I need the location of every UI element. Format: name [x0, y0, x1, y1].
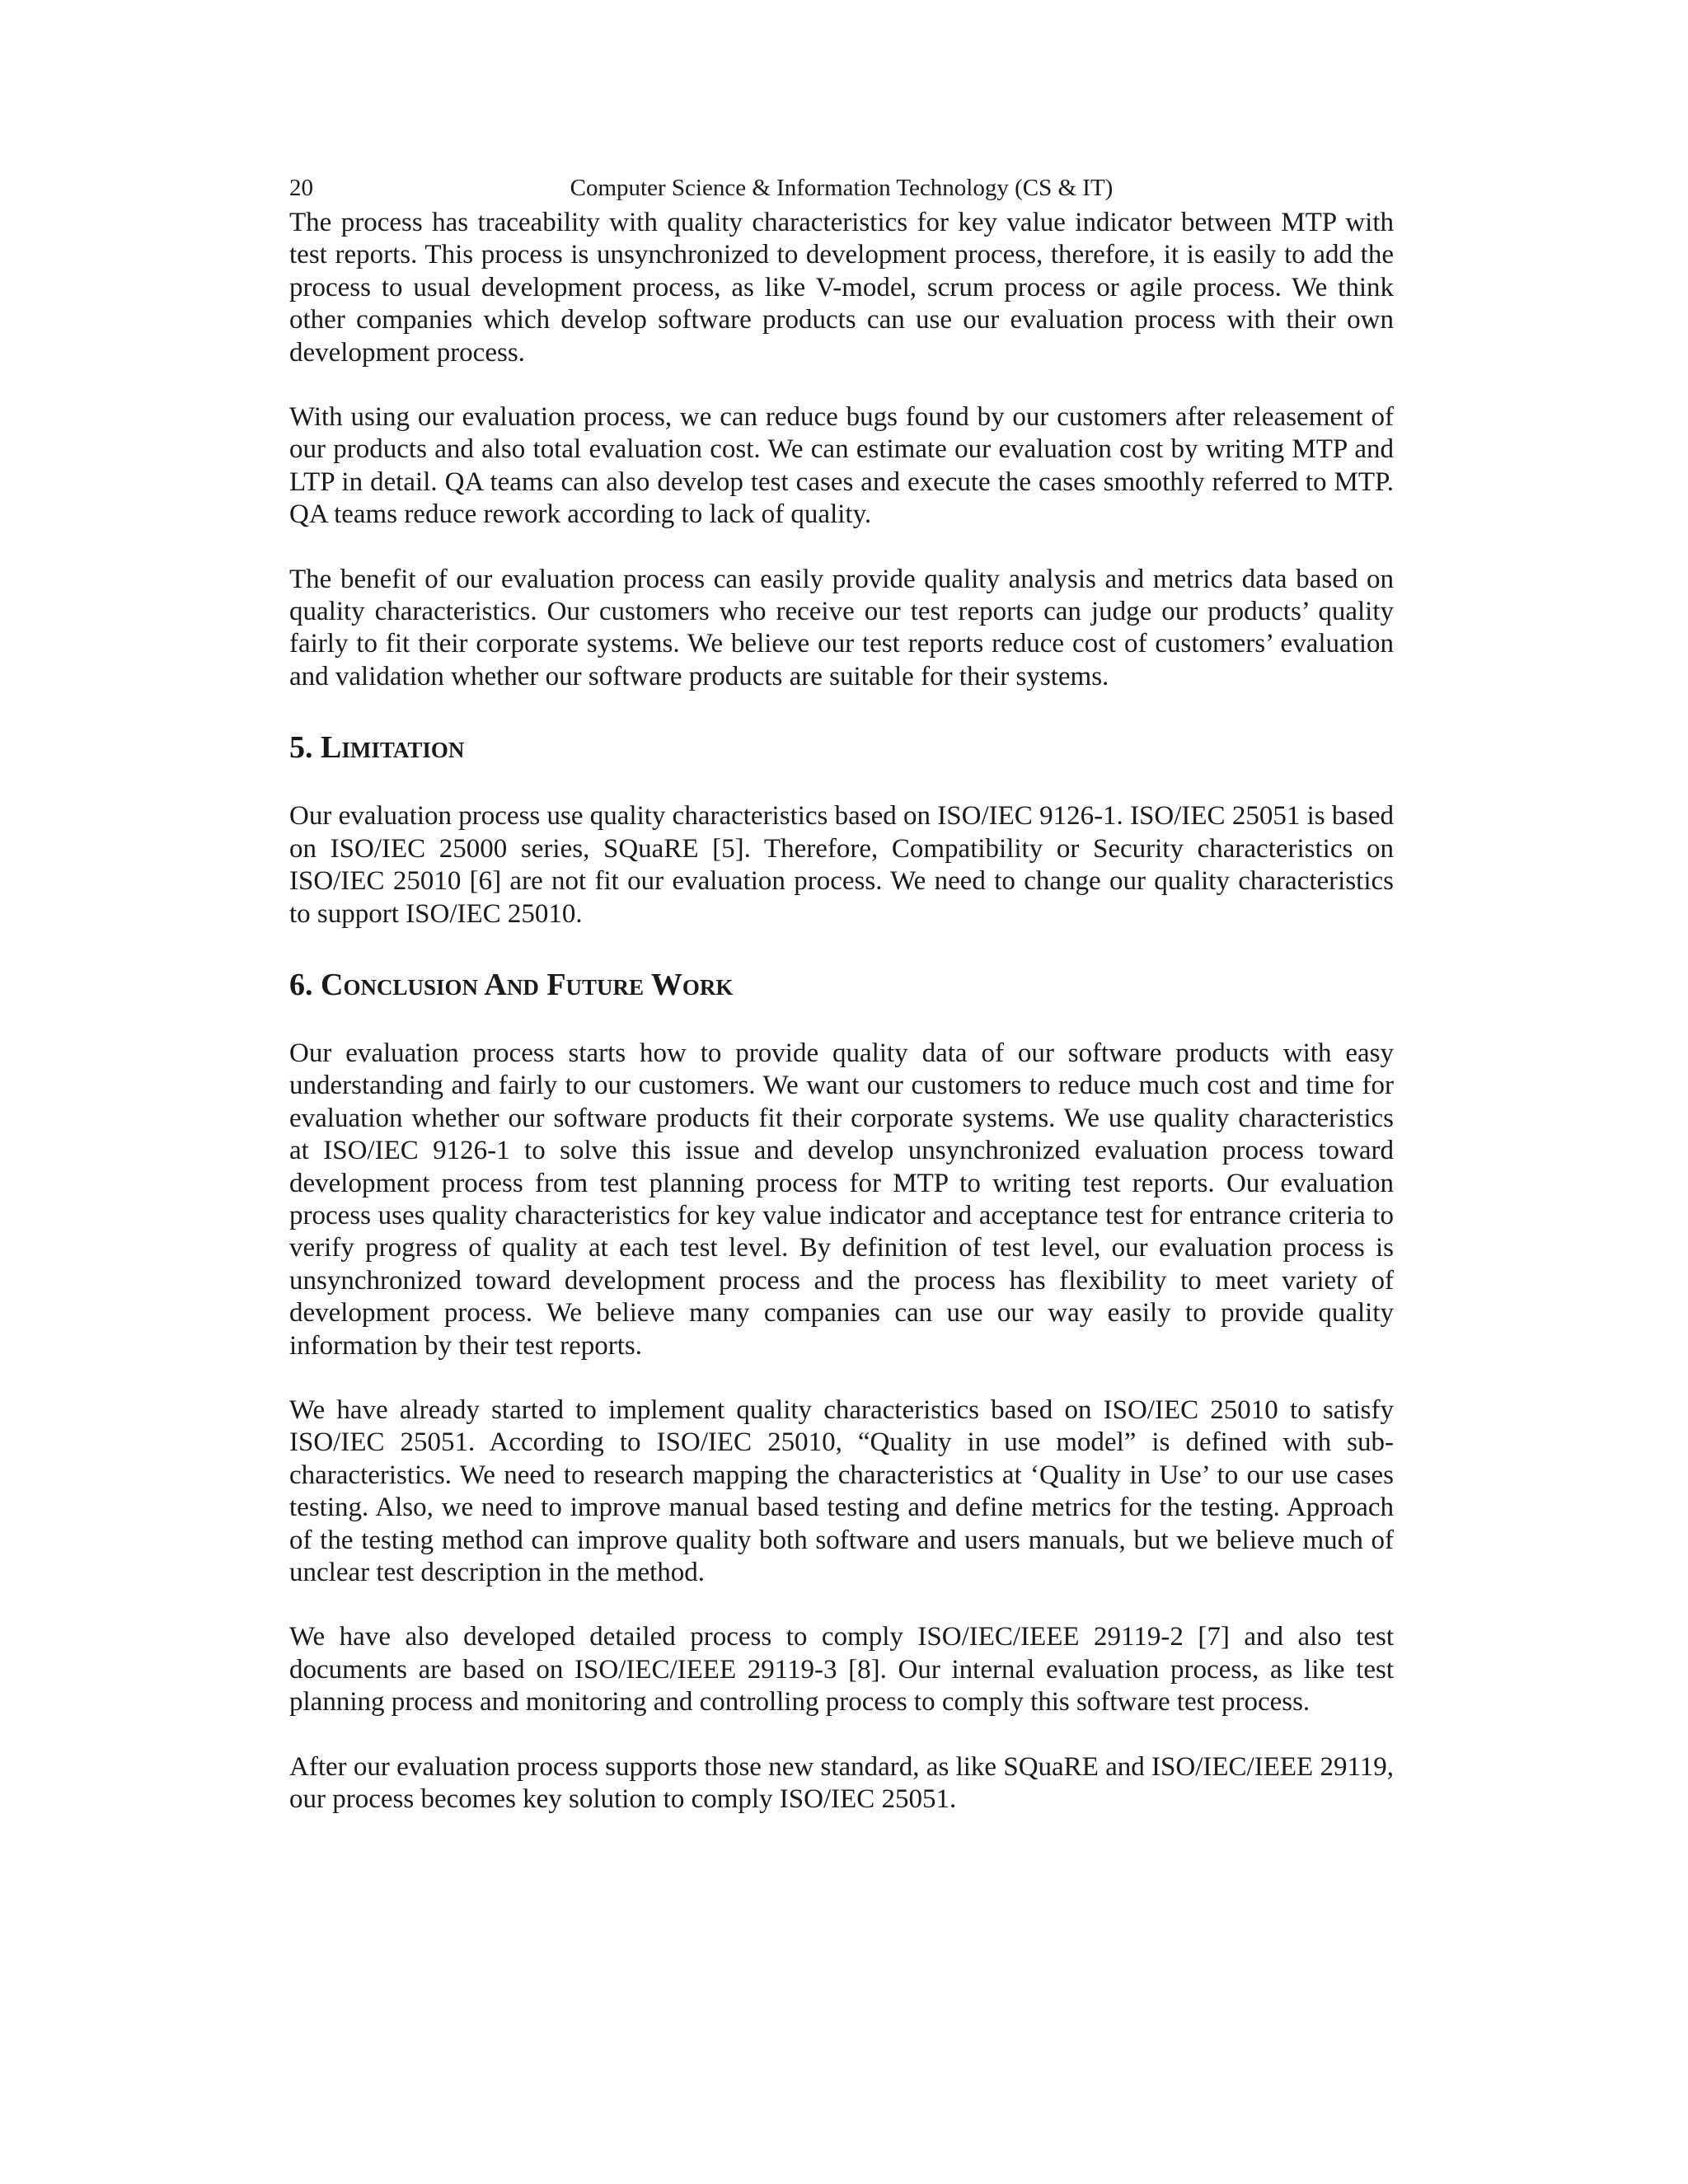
running-header — [289, 169, 1394, 207]
intro-paragraph-2: With using our evaluation process, we can reduce bugs found by our customers after releasement of our products and also total evaluation cost. We can estimate our evaluation cost by writing MTP and LTP in detail. QA teams can also develop test cases and execute the cases smoothly referred to MTP. QA teams reduce rework according to lack of quality. — [289, 402, 1394, 530]
page-number: 20 — [289, 175, 313, 201]
section-6-paragraph-4: After our evaluation process supports those new standard, as like SQuaRE and ISO/IEC/IEEE 29119, our process becomes key solution to comply ISO/IEC 25051. — [289, 1751, 1394, 1815]
section-5-heading: 5. Limitation — [289, 730, 465, 766]
section-6-paragraph-3: We have also developed detailed process to comply ISO/IEC/IEEE 29119-2 [7] and also test documents are based on ISO/IEC/IEEE 29119-3 [8]. Our internal evaluation process, as like test planning process and monitoring and controlling process to comply this software test process. — [289, 1622, 1394, 1718]
intro-paragraph-1: The process has traceability with quality characteristics for key value indicator between MTP with test reports. This process is unsynchronized to development process, therefore, it is easily to add the process to usual development process, as like V-model, scrum process or agile process. We think other companies which develop software products can use our evaluation process with their own development process. — [289, 208, 1394, 368]
section-6-paragraph-2: We have already started to implement quality characteristics based on ISO/IEC 25010 to satisfy ISO/IEC 25051. According to ISO/IEC 25010, “Quality in use model” is defined with sub-characteristics. We need to research mapping the characteristics at ‘Quality in Use’ to our use cases testing. Also, we need to improve manual based testing and define metrics for the testing. Approach of the testing method can improve quality both software and users manuals, but we believe much of unclear test description in the method. — [289, 1394, 1394, 1587]
paper-page — [289, 169, 1394, 1816]
section-6-heading: 6. Conclusion And Future Work — [289, 967, 734, 1002]
section-6-paragraph-1: Our evaluation process starts how to provide quality data of our software products with easy understanding and fairly to our customers. We want our customers to reduce much cost and time for evaluation whether our software products fit their corporate systems. We use quality characteristics at ISO/IEC 9126-1 to solve this issue and develop unsynchronized evaluation process toward development process from test planning process for MTP to writing test reports. Our evaluation process uses quality characteristics for key value indicator and acceptance test for entrance criteria to verify progress of quality at each test level. By definition of test level, our evaluation process is unsynchronized toward development process and the process has flexibility to meet variety of development process. We believe many companies can use our way easily to provide quality information by their test reports. — [289, 1038, 1394, 1361]
section-5-paragraph-1: Our evaluation process use quality characteristics based on ISO/IEC 9126-1. ISO/IEC 25051 is based on ISO/IEC 25000 series, SQuaRE [5]. Therefore, Compatibility or Security characteristics on ISO/IEC 25010 [6] are not fit our evaluation process. We need to change our quality characteristics to support ISO/IEC 25010. — [289, 801, 1394, 929]
intro-paragraph-3: The benefit of our evaluation process can easily provide quality analysis and metrics data based on quality characteristics. Our customers who receive our test reports can judge our products’ quality fairly to fit their corporate systems. We believe our test reports reduce cost of customers’ evaluation and validation whether our software products are suitable for their systems. — [289, 564, 1394, 691]
journal-title: Computer Science & Information Technology (CS & IT) — [570, 175, 1114, 201]
